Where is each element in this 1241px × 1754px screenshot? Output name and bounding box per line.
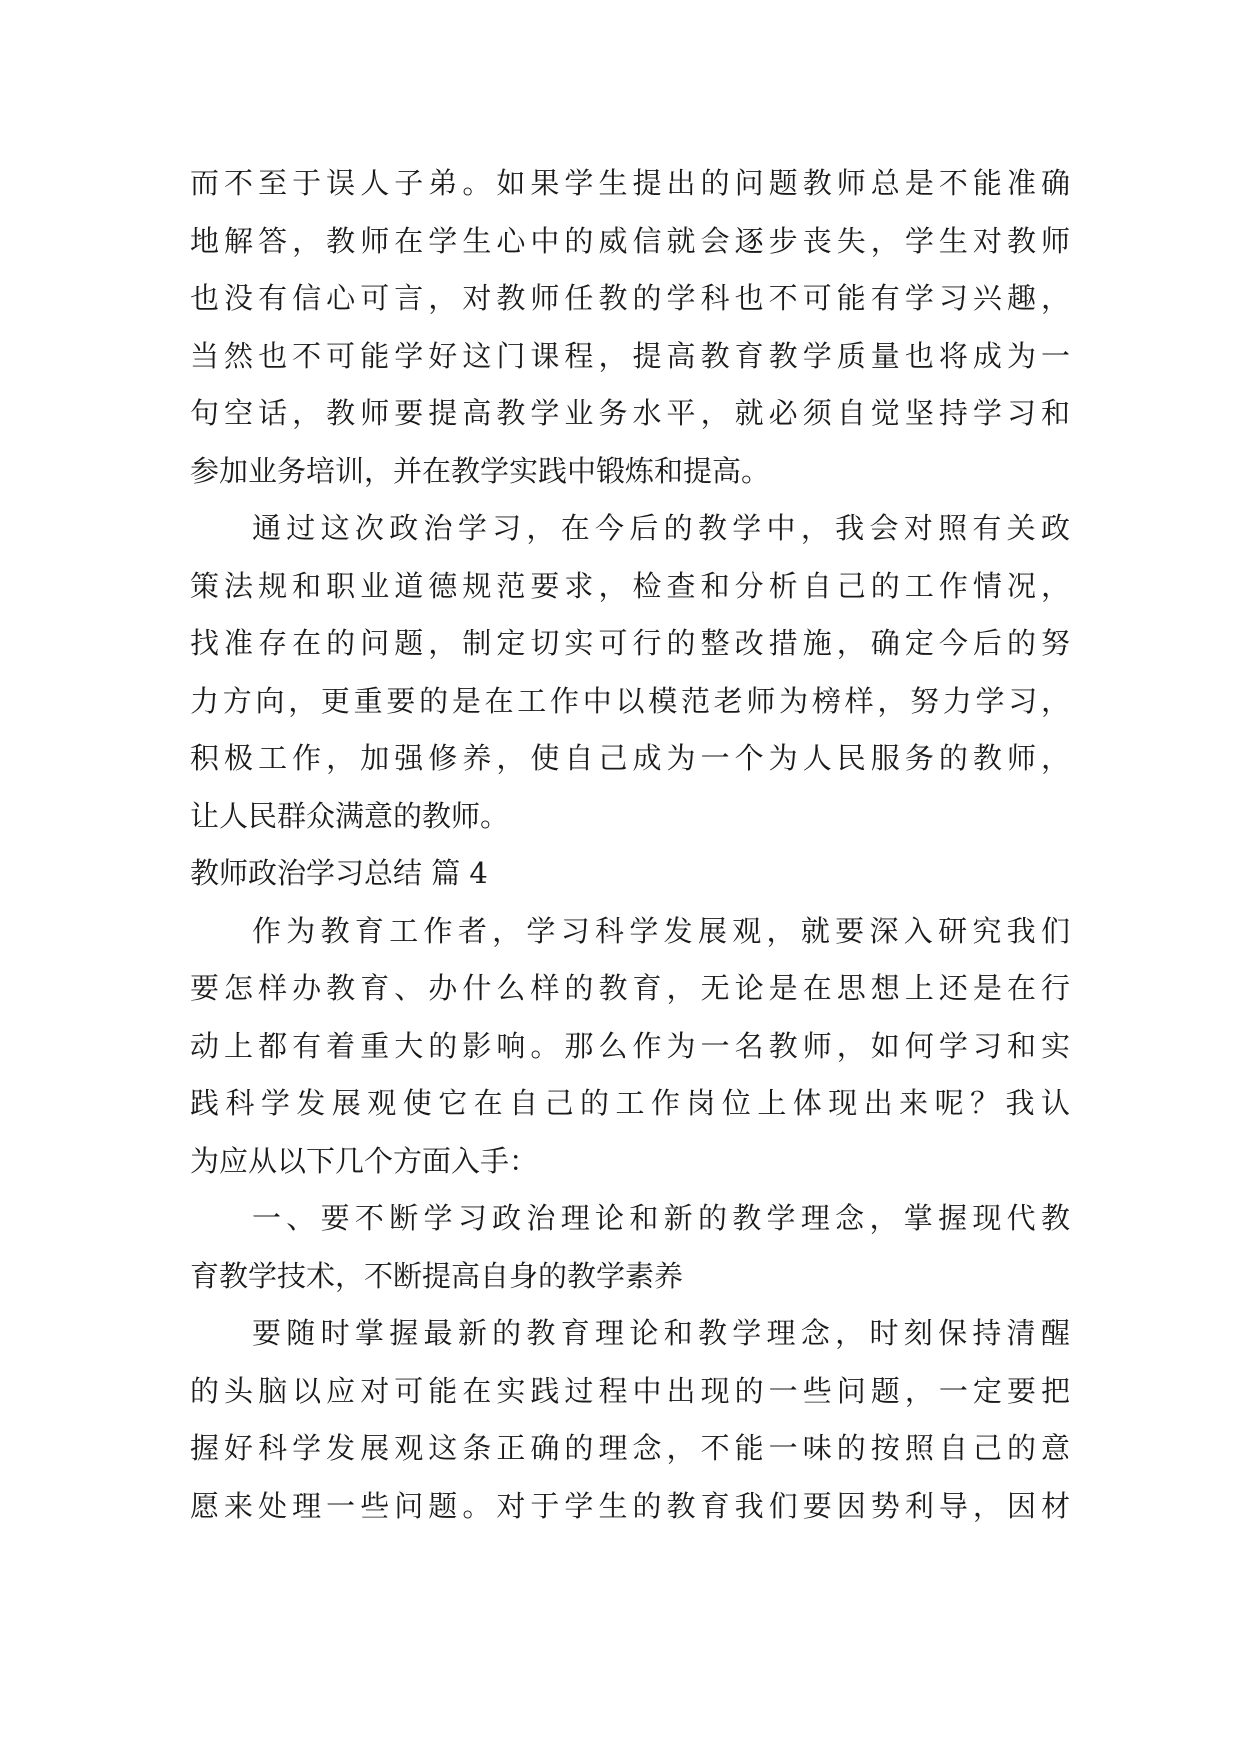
text-line: 找准存在的问题，制定切实可行的整改措施，确定今后的努 <box>190 626 1070 660</box>
text-line: 地解答，教师在学生心中的威信就会逐步丧失，学生对教师 <box>190 223 1070 258</box>
paragraph-first-line: 通过这次政治学习，在今后的教学中，我会对照有关政 <box>252 511 1070 545</box>
text-line: 句空话，教师要提高教学业务水平，就必须自觉坚持学习和 <box>190 396 1070 430</box>
text-line: 让人民群众满意的教师。 <box>190 798 510 833</box>
text-line: 践科学发展观使它在自己的工作岗位上体现出来呢？我认 <box>190 1086 1070 1120</box>
text-line: 积极工作，加强修养，使自己成为一个为人民服务的教师， <box>190 741 1070 775</box>
text-line: 愿来处理一些问题。对于学生的教育我们要因势利导，因材 <box>190 1488 1070 1523</box>
text-line: 策法规和职业道德规范要求，检查和分析自己的工作情况， <box>190 568 1070 603</box>
text-line: 也没有信心可言，对教师任教的学科也不可能有学习兴趣， <box>190 281 1070 315</box>
text-line: 要怎样办教育、办什么样的教育，无论是在思想上还是在行 <box>190 971 1070 1005</box>
text-line: 而不至于误人子弟。如果学生提出的问题教师总是不能准确 <box>190 166 1070 200</box>
text-line: 参加业务培训，并在教学实践中锻炼和提高。 <box>190 453 771 488</box>
section-heading: 教师政治学习总结 篇 4 <box>190 856 488 890</box>
text-line: 的头脑以应对可能在实践过程中出现的一些问题，一定要把 <box>190 1373 1070 1408</box>
text-line: 为应从以下几个方面入手： <box>190 1143 539 1178</box>
paragraph-first-line: 要随时掌握最新的教育理论和教学理念，时刻保持清醒 <box>252 1316 1070 1350</box>
text-line: 握好科学发展观这条正确的理念，不能一味的按照自己的意 <box>190 1431 1070 1465</box>
text-line: 育教学技术，不断提高自身的教学素养 <box>190 1258 684 1293</box>
paragraph-first-line: 作为教育工作者，学习科学发展观，就要深入研究我们 <box>252 913 1070 948</box>
text-line: 当然也不可能学好这门课程，提高教育教学质量也将成为一 <box>190 338 1070 373</box>
paragraph-first-line: 一、要不断学习政治理论和新的教学理念，掌握现代教 <box>252 1201 1070 1235</box>
text-line: 动上都有着重大的影响。那么作为一名教师，如何学习和实 <box>190 1028 1070 1063</box>
text-line: 力方向，更重要的是在工作中以模范老师为榜样，努力学习， <box>190 683 1070 718</box>
document-body <box>190 155 1070 1535</box>
